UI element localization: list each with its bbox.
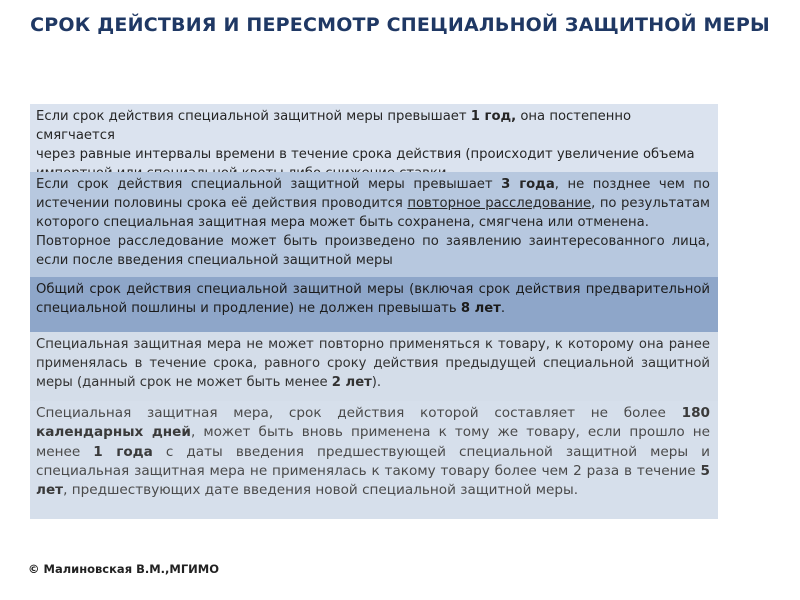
box4-paragraph	[36, 335, 710, 392]
box4-highlight-2-years: 2 лет	[331, 375, 372, 390]
box1-text-1: Если срок действия специальной защитной меры превышает	[36, 109, 471, 124]
slide-title: СРОК ДЕЙСТВИЯ И ПЕРЕСМОТР СПЕЦИАЛЬНОЙ ЗАЩИТНОЙ МЕРЫ	[30, 14, 770, 36]
info-box-180-days-rule	[30, 401, 718, 519]
box5-highlight-180-days: 180 календарных дней	[36, 405, 710, 441]
box3-text-1: Общий срок действия специальной защитной меры (включая срок действия предварительной специальной пошлины и продление) не должен превышать	[36, 282, 710, 316]
box5-text-4: , предшествующих дате введения новой специальной защитной меры.	[63, 482, 579, 499]
info-box-3-years-rule	[30, 172, 718, 277]
info-box-1-year-rule	[30, 104, 718, 172]
box5-text-3: с даты введения предшествующей специальной защитной меры и специальная защитная мера не применялась к такому товару более чем 2 раза в течение	[36, 443, 710, 479]
box5-text-1: Специальная защитная мера, срок действия которой составляет не более	[36, 405, 682, 421]
box1-highlight-1-year: 1 год,	[470, 109, 517, 124]
box3-paragraph	[36, 280, 710, 318]
box5-highlight-5-years: 5 лет	[36, 462, 710, 499]
box2-underlined-review: повторное расследование	[407, 196, 592, 211]
copyright-footer: © Малиновская В.М.,МГИМО	[28, 562, 220, 576]
box5-text-2: , может быть вновь применена к тому же товару, если прошло не менее	[36, 424, 710, 460]
box3-text-2: .	[500, 301, 506, 316]
info-box-reapplication-rule	[30, 332, 718, 401]
box5-paragraph	[36, 404, 710, 500]
box2-text-2: , не позднее чем по истечении половины срока её действия проводится	[36, 177, 710, 211]
box2-paragraph-1	[36, 175, 710, 232]
box4-text-2: ).	[371, 375, 382, 390]
box2-highlight-3-years: 3 года	[501, 177, 555, 192]
box5-highlight-1-year: 1 года	[93, 443, 153, 460]
info-box-8-years-limit	[30, 277, 718, 332]
box1-text-2: она постепенно смягчается	[36, 109, 632, 143]
box1-paragraph-2: через равные интервалы времени в течение срока действия (происходит увеличение объема	[36, 147, 695, 162]
box4-text-1: Специальная защитная мера не может повторно применяться к товару, к которому она ранее применялась в течение срока, равного сроку действия предыдущей специальной защитной меры (данный срок не может быть менее	[36, 337, 710, 390]
box2-text-3: , по результатам которого специальная защитная мера может быть сохранена, смягчена или отменена.	[36, 196, 710, 230]
box3-highlight-8-years: 8 лет	[460, 301, 501, 316]
box2-paragraph-2: Повторное расследование может быть произведено по заявлению заинтересованного лица, если после введения специальной защитной меры	[36, 234, 710, 268]
box1-paragraph	[36, 107, 710, 145]
box2-text-1: Если срок действия специальной защитной меры превышает	[36, 177, 502, 192]
